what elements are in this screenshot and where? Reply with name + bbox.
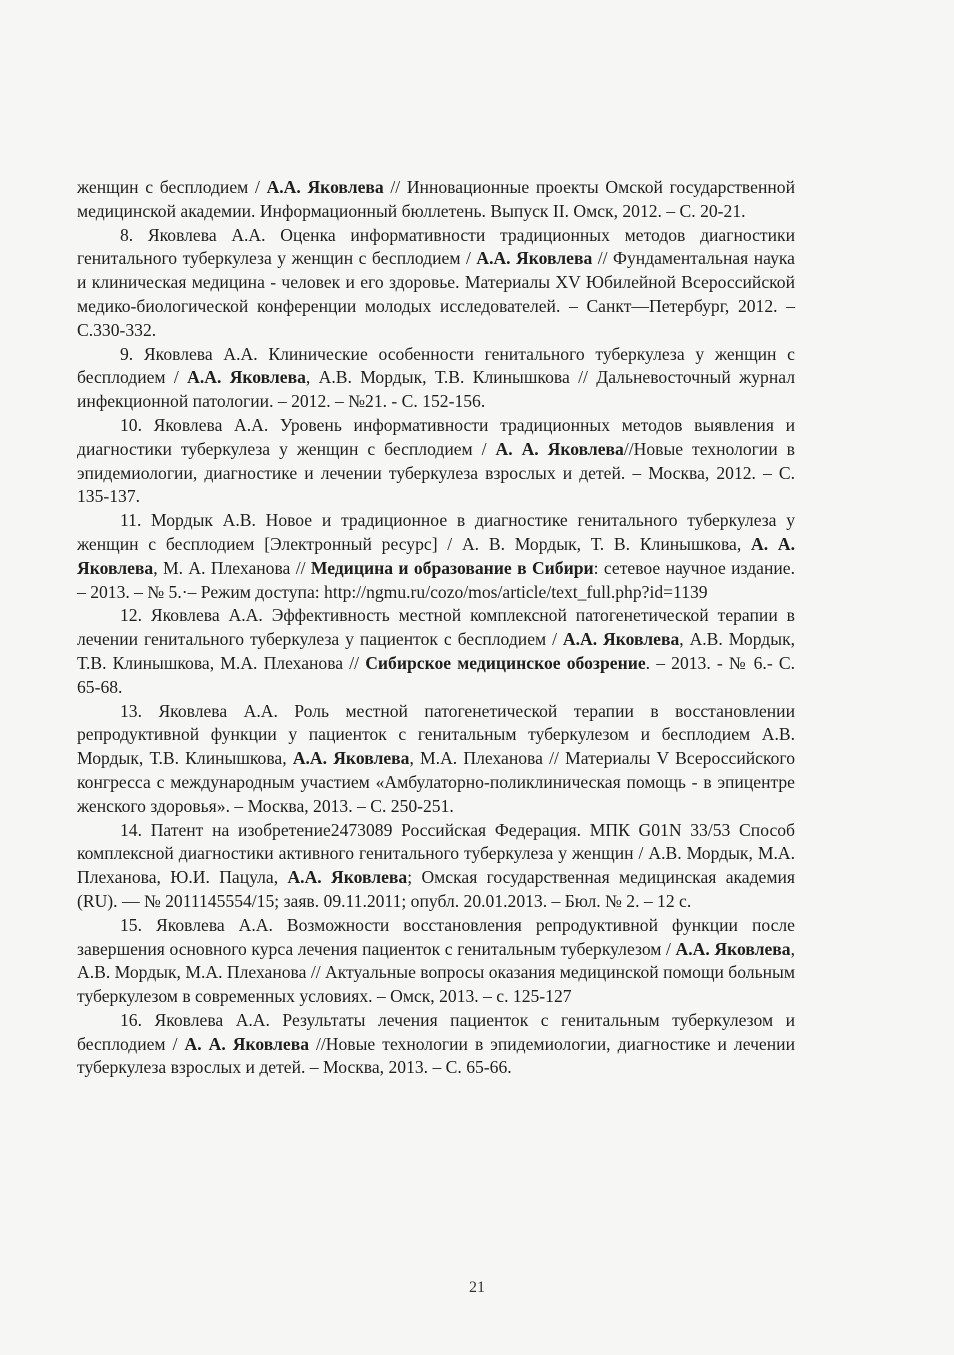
bold-fragment: А.А. Яковлева — [287, 867, 408, 888]
reference-list — [77, 176, 795, 1080]
reference-item — [77, 700, 795, 819]
page-number: 21 — [469, 1279, 485, 1296]
reference-item — [77, 914, 795, 1009]
text-fragment: женщин с бесплодием / — [77, 177, 267, 197]
text-fragment: 11. Мордык А.В. Новое и традиционное в диагностике генитального туберкулеза у женщин с бесплодием [Электронный ресурс] / А. В. Мордык, Т. В. Клинышкова, — [77, 510, 795, 554]
reference-item — [77, 509, 795, 604]
text-fragment: ; Омская государственная медицинская академия (RU). — № 2011145554/15; заяв. 09.11.2011; опубл. 20.01.2013. – Бюл. № 2. – 12 с. — [77, 867, 795, 911]
reference-item — [77, 224, 795, 343]
text-fragment: 16. Яковлева А.А. Результаты лечения пациенток с генитальным туберкулезом и бесплодием / — [77, 1009, 795, 1054]
text-fragment: 9. Яковлева А.А. Клинические особенности генитального туберкулеза у женщин с бесплодием / — [77, 343, 795, 388]
bold-fragment: А.А. Яковлева — [675, 938, 791, 959]
text-fragment: , М. А. Плеханова // — [153, 557, 311, 578]
reference-item — [77, 176, 795, 224]
bold-fragment: А. А. Яковлева — [495, 438, 624, 459]
reference-item — [77, 414, 795, 509]
bold-fragment: А.А. Яковлева — [266, 177, 384, 197]
text-fragment: // Инновационные проекты Омской государственной медицинской академии. Информационный бюллетень. Выпуск II. Омск, 2012. – С. 20-21. — [77, 177, 795, 221]
text-fragment: 12. Яковлева А.А. Эффективность местной комплексной патогенетической терапии в лечении генитального туберкулеза у пациенток с бесплодием / — [77, 605, 795, 650]
text-fragment: //Новые технологии в эпидемиологии, диагностике и лечении туберкулеза взрослых и детей. – Москва, 2012. – С. 135-137. — [77, 438, 795, 507]
bold-fragment: Медицина и образование в Сибири — [310, 557, 594, 578]
bold-fragment: А.А. Яковлева — [292, 748, 410, 769]
bold-fragment: А.А. Яковлева — [476, 248, 593, 269]
bold-fragment: А. А. Яковлева — [77, 533, 796, 578]
reference-item — [77, 343, 795, 414]
text-fragment: , А.В. Мордык, М.А. Плеханова // Актуальные вопросы оказания медицинской помощи больным туберкулезом в современных условиях. – Омск, 2013. – с. 125-127 — [77, 938, 795, 1007]
reference-item — [77, 604, 795, 699]
text-fragment: 13. Яковлева А.А. Роль местной патогенетической терапии в восстановлении репродуктивной функции у пациенток с генитальным туберкулезом и бесплодием А.В. Мордык, Т.В. Клинышкова, — [77, 700, 795, 769]
text-fragment: 14. Патент на изобретение2473089 Российская Федерация. МПК G01N 33/53 Способ комплексной диагностики активного генитального туберкулеза у женщин / А.В. Мордык, М.А. Плеханова, Ю.И. Пацула, — [77, 819, 795, 888]
text-fragment: // Фундаментальная наука и клиническая медицина - человек и его здоровье. Материалы XV Юбилейной Всероссийской медико-биологической конференции молодых исследователей. – Санкт—Петербург, 2012. – С.330-332. — [77, 248, 795, 340]
text-fragment: 15. Яковлева А.А. Возможности восстановления репродуктивной функции после завершения основного курса лечения пациенток с генитальным туберкулезом / — [77, 914, 795, 959]
text-fragment: : сетевое научное издание. – 2013. – № 5.·– Режим доступа: http://ngmu.ru/cozo/mos/article/text_full.php?id=1139 — [77, 557, 795, 602]
bold-fragment: А.А. Яковлева — [187, 367, 306, 388]
text-fragment: . – 2013. - № 6.- С. 65-68. — [77, 652, 795, 697]
bold-fragment: А. А. Яковлева — [184, 1033, 309, 1054]
bold-fragment: А.А. Яковлева — [562, 629, 680, 650]
bold-fragment: Сибирское медицинское обозрение — [365, 652, 646, 673]
text-fragment: , А.В. Мордык, Т.В. Клинышкова, М.А. Плеханова // — [77, 629, 796, 673]
text-fragment: //Новые технологии в эпидемиологии, диагностике и лечении туберкулеза взрослых и детей. – Москва, 2013. – С. 65-66. — [77, 1033, 795, 1078]
reference-item — [77, 819, 795, 914]
reference-item — [77, 1009, 795, 1080]
text-fragment: , А.В. Мордык, Т.В. Клинышкова // Дальневосточный журнал инфекционной патологии. – 2012. – №21. - С. 152-156. — [77, 367, 795, 412]
text-fragment: 8. Яковлева А.А. Оценка информативности традиционных методов диагностики генитального туберкулеза у женщин с бесплодием / — [77, 224, 795, 269]
text-fragment: , М.А. Плеханова // Материалы V Всероссийского конгресса с международным участием «Амбулаторно-поликлиническая помощь - в эпицентре женского здоровья». – Москва, 2013. – С. 250-251. — [77, 748, 795, 816]
text-fragment: 10. Яковлева А.А. Уровень информативности традиционных методов выявления и диагностики туберкулеза у женщин с бесплодием / — [77, 414, 795, 459]
